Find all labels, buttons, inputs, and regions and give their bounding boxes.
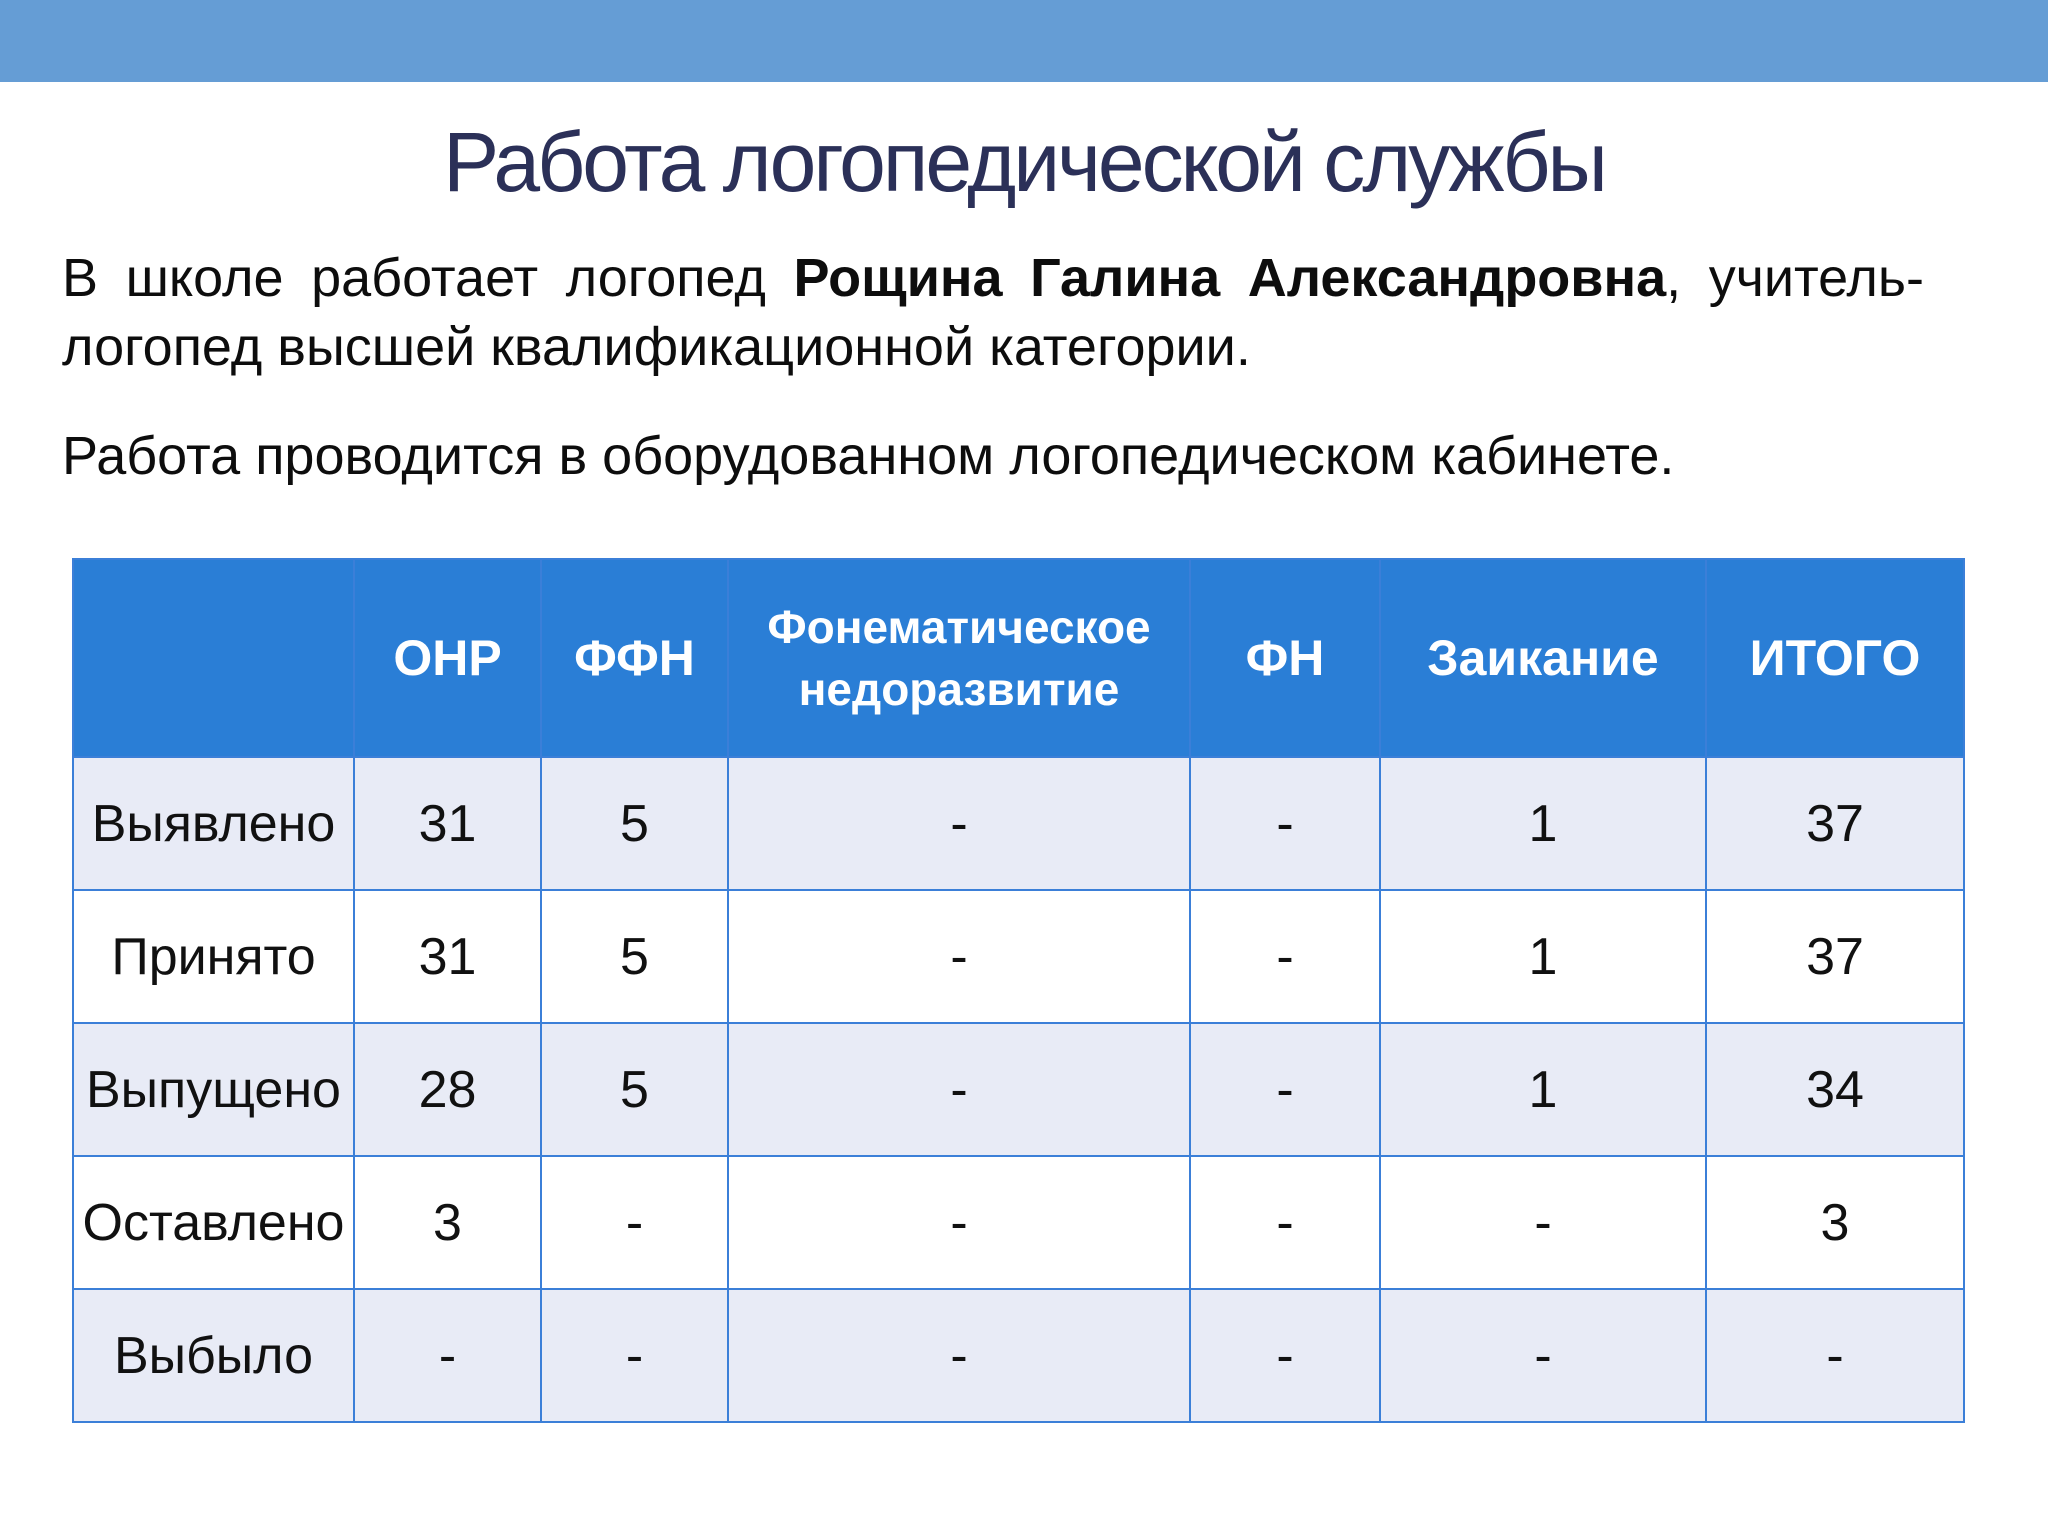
table-cell: 1 bbox=[1380, 1023, 1706, 1156]
table-cell: - bbox=[1190, 757, 1380, 890]
table-cell: 3 bbox=[1706, 1156, 1964, 1289]
table-cell: 1 bbox=[1380, 757, 1706, 890]
top-accent-band bbox=[0, 0, 2048, 82]
table-cell: 28 bbox=[354, 1023, 541, 1156]
header-phonematic: Фонематическое недоразвитие bbox=[728, 559, 1190, 757]
table-row bbox=[73, 1156, 1964, 1289]
header-fn: ФН bbox=[1190, 559, 1380, 757]
table-row bbox=[73, 1289, 1964, 1422]
table-cell: 37 bbox=[1706, 757, 1964, 890]
table-cell: - bbox=[1190, 890, 1380, 1023]
table-row bbox=[73, 757, 1964, 890]
table-cell: 1 bbox=[1380, 890, 1706, 1023]
table-header-row bbox=[73, 559, 1964, 757]
table-cell: - bbox=[728, 890, 1190, 1023]
row-label: Выбыло bbox=[73, 1289, 354, 1422]
table-row bbox=[73, 1023, 1964, 1156]
table-cell: - bbox=[541, 1289, 728, 1422]
table-cell: - bbox=[1190, 1156, 1380, 1289]
table-cell: 31 bbox=[354, 890, 541, 1023]
table-cell: - bbox=[728, 757, 1190, 890]
table-cell: 37 bbox=[1706, 890, 1964, 1023]
table-cell: 3 bbox=[354, 1156, 541, 1289]
row-label: Выпущено bbox=[73, 1023, 354, 1156]
table-cell: - bbox=[728, 1289, 1190, 1422]
intro-suffix: , учитель-логопед высшей квалификационной категории. bbox=[62, 248, 1924, 377]
row-label: Оставлено bbox=[73, 1156, 354, 1289]
table-cell: 34 bbox=[1706, 1023, 1964, 1156]
cabinet-note: Работа проводится в оборудованном логопедическом кабинете. bbox=[62, 426, 1675, 486]
table-cell: - bbox=[1706, 1289, 1964, 1422]
table-cell: 5 bbox=[541, 890, 728, 1023]
row-label: Выявлено bbox=[73, 757, 354, 890]
header-total: ИТОГО bbox=[1706, 559, 1964, 757]
header-stuttering: Заикание bbox=[1380, 559, 1706, 757]
table-cell: - bbox=[541, 1156, 728, 1289]
header-ffn: ФФН bbox=[541, 559, 728, 757]
row-label: Принято bbox=[73, 890, 354, 1023]
table-cell: - bbox=[1190, 1289, 1380, 1422]
table-row bbox=[73, 890, 1964, 1023]
table-cell: - bbox=[1190, 1023, 1380, 1156]
table-cell: - bbox=[728, 1023, 1190, 1156]
intro-paragraph bbox=[62, 244, 1924, 382]
table-cell: 31 bbox=[354, 757, 541, 890]
table-cell: - bbox=[728, 1156, 1190, 1289]
header-row-label bbox=[73, 559, 354, 757]
table-cell: - bbox=[354, 1289, 541, 1422]
speech-therapy-stats-table bbox=[72, 558, 1965, 1423]
speech-therapist-name: Рощина Галина Александровна bbox=[793, 248, 1667, 308]
table-cell: 5 bbox=[541, 757, 728, 890]
table-cell: - bbox=[1380, 1156, 1706, 1289]
table-cell: 5 bbox=[541, 1023, 728, 1156]
header-onr: ОНР bbox=[354, 559, 541, 757]
table-cell: - bbox=[1380, 1289, 1706, 1422]
slide-title: Работа логопедической службы bbox=[443, 115, 1605, 209]
intro-prefix: В школе работает логопед bbox=[62, 248, 794, 308]
